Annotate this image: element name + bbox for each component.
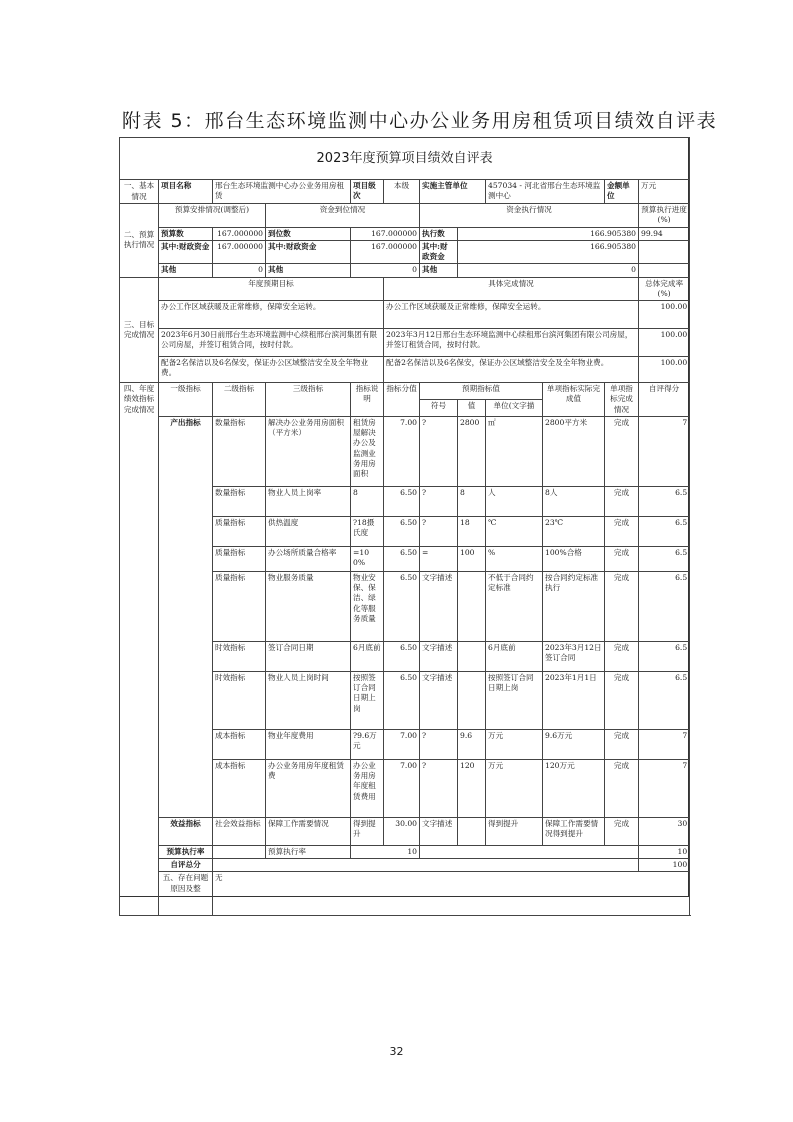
total-score: 100: [639, 859, 690, 872]
indicator-value: 9.6: [458, 729, 486, 759]
indicator-weight: 6.50: [384, 516, 420, 546]
indicator-l3: 解决办公业务用房面积（平方米）: [266, 416, 351, 486]
indicator-score: 7: [639, 416, 690, 486]
indicator-actual: 100%合格: [543, 546, 605, 571]
indicator-sign: ?: [420, 516, 458, 546]
indicator-unit: 6月底前: [486, 641, 543, 671]
goal-expected: 2023年6月30日前邢台生态环境监测中心续租邢台滨河集团有限公司房屋，并签订租赁合同，按时付款。: [159, 329, 384, 357]
exec-l3: 预算执行率: [266, 845, 351, 858]
indicator-status: 完成: [605, 486, 639, 516]
indicator-sign: ?: [420, 416, 458, 486]
indicator-sign: ?: [420, 759, 458, 817]
arrived-other-value: 0: [351, 264, 420, 277]
indicator-weight: 30.00: [384, 817, 420, 845]
indicator-note: 6月底前: [351, 641, 384, 671]
arrived-value: 167.000000: [351, 227, 420, 240]
indicator-actual: 120万元: [543, 759, 605, 817]
indicator-value: [458, 571, 486, 641]
header-status: 单项指标完成情况: [605, 383, 639, 417]
indicator-l3: 物业服务质量: [266, 571, 351, 641]
indicator-sign: =: [420, 546, 458, 571]
indicator-sign: 文字描述: [420, 571, 458, 641]
indicator-score: 30: [639, 817, 690, 845]
header-level1: 一级指标: [159, 383, 213, 417]
indicator-actual: 保障工作需要情况得到提升: [543, 817, 605, 845]
indicator-note: 办公业务用房年度租赁费用: [351, 759, 384, 817]
page-number: 32: [389, 1045, 404, 1058]
budget-other-label: 其他: [159, 264, 213, 277]
indicator-status: 完成: [605, 571, 639, 641]
indicator-value: 18: [458, 516, 486, 546]
executed-fiscal-value: 166.905380: [458, 240, 639, 264]
indicator-weight: 6.50: [384, 486, 420, 516]
indicator-l2: 时效指标: [213, 671, 266, 729]
goals-header-rate: 总体完成率(%): [639, 277, 690, 301]
indicator-value: 8: [458, 486, 486, 516]
header-level2: 二级指标: [213, 383, 266, 417]
output-indicator-label: 产出指标: [159, 416, 213, 817]
indicator-status: 完成: [605, 729, 639, 759]
indicator-actual: 2800平方米: [543, 416, 605, 486]
indicator-actual: 2023年3月12日签订合同: [543, 641, 605, 671]
indicator-note: =100%: [351, 546, 384, 571]
indicator-unit: ㎡: [486, 416, 543, 486]
indicator-l3: 供热温度: [266, 516, 351, 546]
indicator-note: ?9.6万元: [351, 729, 384, 759]
indicator-status: 完成: [605, 416, 639, 486]
exec-rate-label: 预算执行率: [159, 845, 213, 858]
goal-done: 2023年3月12日邢台生态环境监测中心续租邢台滨河集团有限公司房屋，并签订租赁合同，按时付款。: [384, 329, 639, 357]
indicator-score: 6.5: [639, 546, 690, 571]
section-issues: 五、存在问题原因及整: [159, 872, 213, 916]
exec-empty: [420, 845, 639, 858]
amount-unit: 万元: [639, 180, 690, 204]
indicator-value: [458, 671, 486, 729]
indicator-weight: 7.00: [384, 416, 420, 486]
executed-other-value: 0: [458, 264, 639, 277]
indicator-status: 完成: [605, 516, 639, 546]
indicator-l2: 数量指标: [213, 486, 266, 516]
indicator-l3: 物业年度费用: [266, 729, 351, 759]
goal-expected: 配备2名保洁以及6名保安，保证办公区域整洁安全及全年物业费。: [159, 357, 384, 383]
indicator-l2: 质量指标: [213, 516, 266, 546]
budget-other-value: 0: [213, 264, 266, 277]
indicator-sign: 文字描述: [420, 817, 458, 845]
indicator-sign: 文字描述: [420, 671, 458, 729]
indicator-note: 按照签订合同日期上岗: [351, 671, 384, 729]
indicator-unit: %: [486, 546, 543, 571]
benefit-indicator-label: 效益指标: [159, 817, 213, 845]
indicator-note: ?18摄氏度: [351, 516, 384, 546]
indicator-l3: 物业人员上岗时间: [266, 671, 351, 729]
indicator-sign: ?: [420, 729, 458, 759]
arrived-fiscal-value: 167.000000: [351, 240, 420, 264]
indicator-status: 完成: [605, 641, 639, 671]
section-performance: 四、年度绩效指标完成情况: [120, 383, 159, 916]
progress-empty: [639, 264, 690, 277]
amount-unit-label: 金额单位: [605, 180, 639, 204]
total-empty: [213, 859, 639, 872]
header-target: 预期指标值: [420, 383, 543, 400]
budget-label: 预算数: [159, 227, 213, 240]
budget-value: 167.000000: [213, 227, 266, 240]
indicator-value: 120: [458, 759, 486, 817]
indicator-unit: 万元: [486, 759, 543, 817]
indicator-l2: 质量指标: [213, 546, 266, 571]
indicator-value: 2800: [458, 416, 486, 486]
indicator-actual: 2023年1月1日: [543, 671, 605, 729]
indicator-unit: 人: [486, 486, 543, 516]
indicator-l3: 办公场所质量合格率: [266, 546, 351, 571]
budget-header-arranged: 预算安排情况(调整后): [159, 204, 266, 228]
budget-header-progress: 预算执行进度(%): [639, 204, 690, 228]
unit-name: 457034 - 河北省邢台生态环境监测中心: [486, 180, 605, 204]
indicator-actual: 8人: [543, 486, 605, 516]
indicator-l2: 数量指标: [213, 416, 266, 486]
indicator-status: 完成: [605, 671, 639, 729]
goals-header-expected: 年度预期目标: [159, 277, 384, 301]
page-heading: 附表 5：邢台生态环境监测中心办公业务用房租赁项目绩效自评表: [122, 110, 718, 132]
budget-fiscal-label: 其中:财政资金: [159, 240, 213, 264]
header-weight: 指标分值: [384, 383, 420, 417]
progress-value: 99.94: [639, 227, 690, 240]
indicator-weight: 6.50: [384, 571, 420, 641]
indicator-unit: 万元: [486, 729, 543, 759]
section-budget: 二、预算执行情况: [120, 204, 159, 278]
indicator-l2: 时效指标: [213, 641, 266, 671]
indicator-weight: 6.50: [384, 671, 420, 729]
indicator-l2: 成本指标: [213, 729, 266, 759]
indicator-l3: 办公业务用房年度租赁费: [266, 759, 351, 817]
indicator-note: 8: [351, 486, 384, 516]
goal-expected: 办公工作区域获暖及正常维修，保障安全运转。: [159, 301, 384, 329]
table-title: 2023年度预算项目绩效自评表: [120, 138, 690, 180]
indicator-unit: 不低于合同约定标准: [486, 571, 543, 641]
issues-text: 无: [213, 872, 690, 916]
budget-fiscal-value: 167.000000: [213, 240, 266, 264]
header-actual: 单项指标实际完成值: [543, 383, 605, 417]
indicator-actual: 按合同约定标准执行: [543, 571, 605, 641]
total-score-label: 自评总分: [159, 859, 213, 872]
goal-done: 办公工作区域获暖及正常维修，保障安全运转。: [384, 301, 639, 329]
indicator-score: 7: [639, 729, 690, 759]
indicator-status: 完成: [605, 546, 639, 571]
exec-weight: 10: [351, 845, 420, 858]
indicator-l2: 质量指标: [213, 571, 266, 641]
indicator-weight: 6.50: [384, 546, 420, 571]
header-note: 指标说明: [351, 383, 384, 417]
unit-label: 实施主管单位: [420, 180, 486, 204]
executed-label: 执行数: [420, 227, 458, 240]
indicator-score: 6.5: [639, 516, 690, 546]
indicator-l3: 签订合同日期: [266, 641, 351, 671]
indicator-actual: 9.6万元: [543, 729, 605, 759]
goal-rate: 100.00: [639, 301, 690, 329]
exec-score: 10: [639, 845, 690, 858]
header-value: 值: [458, 399, 486, 416]
indicator-status: 完成: [605, 817, 639, 845]
indicator-value: [458, 817, 486, 845]
indicator-note: 租赁房屋解决办公及监测业务用房面积: [351, 416, 384, 486]
indicator-weight: 7.00: [384, 729, 420, 759]
goal-rate: 100.00: [639, 329, 690, 357]
indicator-weight: 6.50: [384, 641, 420, 671]
arrived-fiscal-label: 其中:财政资金: [266, 240, 351, 264]
executed-fiscal-label: 其中:财政资金: [420, 240, 458, 264]
indicator-score: 7: [639, 759, 690, 817]
indicator-value: [458, 641, 486, 671]
header-unit: 单位(文字描: [486, 399, 543, 416]
project-name-label: 项目名称: [159, 180, 213, 204]
budget-header-arrived: 资金到位情况: [266, 204, 420, 228]
section-basic: 一、基本情况: [120, 180, 159, 204]
section-goals: 三、目标完成情况: [120, 277, 159, 383]
indicator-l2: 成本指标: [213, 759, 266, 817]
executed-other-label: 其他: [420, 264, 458, 277]
progress-empty: [639, 240, 690, 264]
indicator-l3: 保障工作需要情况: [266, 817, 351, 845]
indicator-l2: 社会效益指标: [213, 817, 266, 845]
indicator-value: 100: [458, 546, 486, 571]
executed-value: 166.905380: [458, 227, 639, 240]
goal-done: 配备2名保洁以及6名保安，保证办公区域整洁安全及全年物业费。: [384, 357, 639, 383]
indicator-unit: 得到提升: [486, 817, 543, 845]
self-evaluation-table: [119, 137, 690, 916]
project-level-label: 项目级次: [351, 180, 384, 204]
indicator-sign: ?: [420, 486, 458, 516]
indicator-actual: 23℃: [543, 516, 605, 546]
indicator-score: 6.5: [639, 486, 690, 516]
exec-empty: [213, 845, 266, 858]
indicator-unit: ℃: [486, 516, 543, 546]
project-name: 邢台生态环境监测中心办公业务用房租赁: [213, 180, 351, 204]
project-level: 本级: [384, 180, 420, 204]
indicator-l3: 物业人员上岗率: [266, 486, 351, 516]
arrived-other-label: 其他: [266, 264, 351, 277]
header-sign: 符号: [420, 399, 458, 416]
arrived-label: 到位数: [266, 227, 351, 240]
indicator-note: 物业安保、保洁、绿化等服务质量: [351, 571, 384, 641]
indicator-score: 6.5: [639, 671, 690, 729]
header-score: 自评得分: [639, 383, 690, 417]
indicator-sign: 文字描述: [420, 641, 458, 671]
goals-header-done: 具体完成情况: [384, 277, 639, 301]
indicator-score: 6.5: [639, 641, 690, 671]
header-level3: 三级指标: [266, 383, 351, 417]
indicator-note: 得到提升: [351, 817, 384, 845]
indicator-unit: 按照签订合同日期上岗: [486, 671, 543, 729]
budget-header-executed: 资金执行情况: [420, 204, 639, 228]
goal-rate: 100.00: [639, 357, 690, 383]
indicator-score: 6.5: [639, 571, 690, 641]
indicator-status: 完成: [605, 759, 639, 817]
indicator-weight: 7.00: [384, 759, 420, 817]
